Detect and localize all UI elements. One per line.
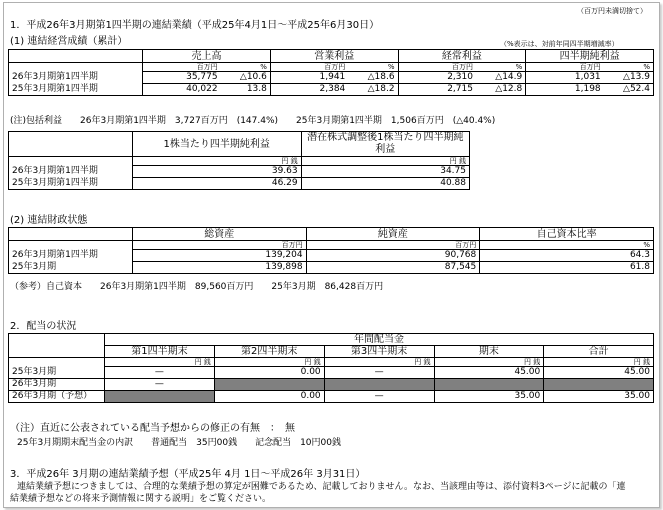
unit-label: 百万円 (143, 63, 221, 72)
table-corner (9, 334, 105, 358)
dividend-breakdown-note: 25年3月期期末配当金の内訳 普通配当 35円00銭 記念配当 10円00銭 (17, 438, 341, 448)
unit-label: 百万円 (398, 63, 476, 72)
cell-value: 0.00 (214, 367, 324, 379)
row-label: 26年3月期第1四半期 (9, 250, 133, 262)
unit-label: % (604, 63, 654, 72)
section1-title: 1．平成26年3月期第1四半期の連結業績（平成25年4月1日～平成25年6月30日） (10, 20, 380, 31)
unit-row-blank (9, 63, 143, 72)
section3-title: 3．平成26年 3月期の連結業績予想（平成25年 4月 1日～平成26年 3月31日） (10, 469, 366, 480)
row-label: 25年3月期第1四半期 (9, 178, 133, 190)
cell-value: 1,198 (526, 84, 604, 96)
row-label: 26年3月期第1四半期 (9, 166, 133, 178)
shaded-cell (324, 379, 434, 391)
cell-value: △18.2 (348, 84, 398, 96)
table-corner (9, 132, 133, 157)
unit-label: 百万円 (526, 63, 604, 72)
col-header-annual-dividend: 年間配当金 (104, 334, 653, 346)
dividends-title: 2．配当の状況 (10, 321, 77, 332)
unit-row-blank (9, 358, 105, 367)
cell-value: 40.88 (301, 178, 469, 190)
row-label: 25年3月期第1四半期 (9, 84, 143, 96)
unit-label: 百万円 (132, 241, 306, 250)
cell-value: — (324, 367, 434, 379)
cell-value: △10.6 (221, 72, 271, 84)
col-header-year-end: 期末 (434, 346, 544, 358)
table-row (9, 84, 654, 96)
cell-value: 35.00 (434, 391, 544, 403)
unit-row-blank (9, 157, 133, 166)
cell-value: 2,715 (398, 84, 476, 96)
table-row (9, 72, 654, 84)
cell-value: 139,204 (132, 250, 306, 262)
cell-value: 0.00 (214, 391, 324, 403)
section1-subtitle: (1) 連結経営成績（累計） (10, 36, 128, 47)
col-header-sales: 売上高 (143, 50, 271, 63)
cell-value: — (104, 367, 214, 379)
cell-value: 90,768 (306, 250, 480, 262)
dividends-table (8, 333, 654, 403)
unit-row-blank (9, 241, 133, 250)
col-header-net-income: 四半期純利益 (526, 50, 654, 63)
cell-value: △52.4 (604, 84, 654, 96)
unit-label: 円 銭 (301, 157, 469, 166)
cell-value: 45.00 (544, 367, 654, 379)
unit-label: 円 銭 (544, 358, 654, 367)
col-header-q2: 第2四半期末 (214, 346, 324, 358)
section2-title: (2) 連結財政状態 (10, 215, 88, 226)
cell-value: 45.00 (434, 367, 544, 379)
row-label: 26年3月期第1四半期 (9, 72, 143, 84)
rounding-note: （百万円未満切捨て） (577, 7, 647, 15)
col-header-operating-income: 営業利益 (270, 50, 398, 63)
dividend-revision-note: （注）直近に公表されている配当予想からの修正の有無 ： 無 (10, 423, 295, 434)
col-header-q3: 第3四半期末 (324, 346, 434, 358)
cell-value: △14.9 (476, 72, 526, 84)
cell-value: △18.6 (348, 72, 398, 84)
col-header-diluted-eps: 潜在株式調整後1株当たり四半期純利益 (301, 132, 469, 157)
col-header-total-assets: 総資産 (132, 228, 306, 241)
table-row (9, 391, 654, 403)
unit-label: 円 銭 (132, 157, 301, 166)
cell-value: — (104, 379, 214, 391)
cell-value: 87,545 (306, 262, 480, 274)
unit-label: 円 銭 (324, 358, 434, 367)
table-row (9, 166, 470, 178)
forecast-text-line2: 結業績予想などの将来予測情報に関する説明」をご覧ください。 (10, 494, 272, 504)
equity-reference-note: （参考）自己資本 26年3月期第1四半期 89,560百万円 25年3月期 86,428百万円 (10, 282, 384, 292)
forecast-text-line1: 連結業績予想につきましては、合理的な業績予想の算定が困難であるため、記載しておりません。なお、当該理由等は、添付資料3ページに記載の「連 (17, 482, 626, 492)
col-header-ordinary-income: 経常利益 (398, 50, 526, 63)
table-row (9, 262, 654, 274)
cell-value: 39.63 (132, 166, 301, 178)
cell-value: 139,898 (132, 262, 306, 274)
shaded-cell (214, 379, 324, 391)
unit-label: % (480, 241, 654, 250)
unit-label: 百万円 (306, 241, 480, 250)
cell-value: 35.00 (544, 391, 654, 403)
eps-table (8, 131, 470, 190)
col-header-equity-ratio: 自己資本比率 (480, 228, 654, 241)
cell-value: 2,310 (398, 72, 476, 84)
unit-label: 円 銭 (434, 358, 544, 367)
unit-label: 円 銭 (214, 358, 324, 367)
row-label: 26年3月期（予想） (9, 391, 105, 403)
shaded-cell (544, 379, 654, 391)
table-row (9, 367, 654, 379)
row-label: 25年3月期 (9, 262, 133, 274)
row-label: 25年3月期 (9, 367, 105, 379)
cell-value: 1,031 (526, 72, 604, 84)
shaded-cell (104, 391, 214, 403)
cell-value: 35,775 (143, 72, 221, 84)
percent-note: （%表示は、対前年同四半期増減率） (500, 40, 619, 48)
table-corner (9, 50, 143, 63)
shaded-cell (434, 379, 544, 391)
cell-value: — (324, 391, 434, 403)
cell-value: 64.3 (480, 250, 654, 262)
col-header-total: 合計 (544, 346, 654, 358)
cell-value: 2,384 (270, 84, 348, 96)
operating-results-table (8, 49, 654, 96)
cell-value: 61.8 (480, 262, 654, 274)
cell-value: 46.29 (132, 178, 301, 190)
financial-position-table (8, 227, 654, 274)
unit-label: % (476, 63, 526, 72)
cell-value: △13.9 (604, 72, 654, 84)
row-label: 26年3月期 (9, 379, 105, 391)
table-row (9, 178, 470, 190)
col-header-net-assets: 純資産 (306, 228, 480, 241)
table-corner (9, 228, 133, 241)
cell-value: 40,022 (143, 84, 221, 96)
table-row (9, 379, 654, 391)
comprehensive-income-note: (注)包括利益 26年3月期第1四半期 3,727百万円 (147.4%) 25年3月期第1四半期 1,506百万円 (△40.4%) (10, 116, 496, 126)
cell-value: 13.8 (221, 84, 271, 96)
table-row (9, 250, 654, 262)
col-header-eps: 1株当たり四半期純利益 (132, 132, 301, 157)
cell-value: 1,941 (270, 72, 348, 84)
unit-label: % (348, 63, 398, 72)
unit-label: 円 銭 (104, 358, 214, 367)
cell-value: △12.8 (476, 84, 526, 96)
cell-value: 34.75 (301, 166, 469, 178)
unit-label: 百万円 (270, 63, 348, 72)
unit-label: % (221, 63, 271, 72)
col-header-q1: 第1四半期末 (104, 346, 214, 358)
